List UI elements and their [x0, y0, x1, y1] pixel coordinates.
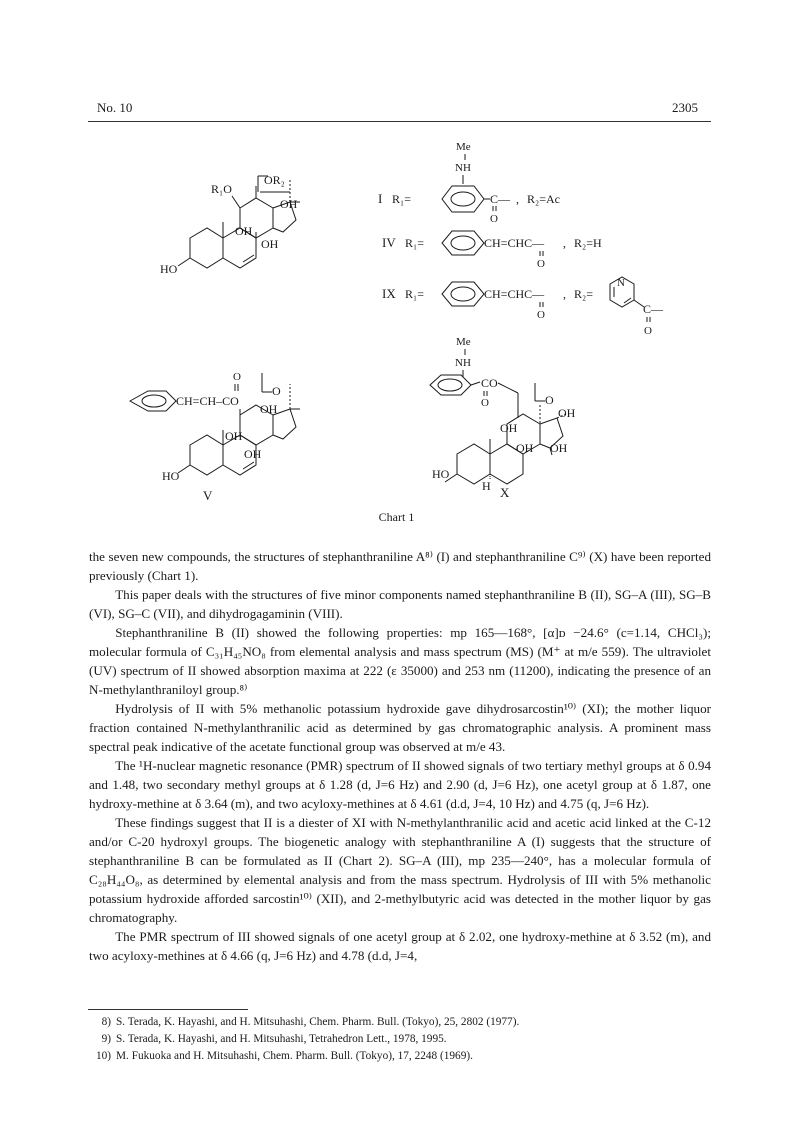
paragraph: Stephanthraniline B (II) showed the following properties: mp 165—168°, [α]ᴅ −24.6° (c=1.14, CHCl₃); molecular formula of C₃₁H₄₅NO₈ from elemental analysis and mass spectrum (MS) (M⁺ at m/e 559). The ultraviolet (UV) spectrum of II showed absorption maxima at 222 (ε 35000) and 253 nm (11200), indicating the presence of an N-methylanthraniloyl group.⁸⁾: [89, 625, 711, 697]
paragraph: This paper deals with the structures of five minor components named stephanthraniline B (II), SG–A (III), SG–B (VI), SG–C (VII), and dihydrogagaminin (VIII).: [89, 587, 711, 621]
footnote: [89, 1048, 711, 1065]
compound-label-x: X: [500, 485, 510, 500]
o-label: O: [545, 393, 554, 407]
page-number: 2305: [672, 100, 698, 115]
journal-number: No. 10: [97, 100, 133, 115]
footnote: [89, 1014, 711, 1031]
r2-ac-label: R₂=Ac: [527, 192, 560, 206]
footnote-number: 10): [95, 1050, 111, 1062]
ho-label: HO: [160, 262, 178, 276]
benzene-ring-iv: [442, 231, 484, 255]
r2-eq-label: R₂=: [574, 287, 593, 301]
oh-label: OH: [280, 197, 298, 211]
steroid-core-v: [178, 373, 300, 475]
or2-label: OR₂: [264, 173, 285, 187]
chart-caption: Chart 1: [378, 510, 415, 524]
oh-label: OH: [516, 441, 534, 455]
r1-eq-label: R₁=: [392, 192, 411, 206]
o-label: O: [537, 309, 545, 321]
benzene-ring-x: [430, 375, 471, 395]
steroid-core-top: [178, 176, 300, 268]
compound-label-i: I: [378, 191, 383, 206]
benzene-ring-ix: [442, 282, 484, 306]
me-label: Me: [456, 141, 471, 153]
r1-eq-label: R₁=: [405, 236, 424, 250]
footnote: [89, 1031, 711, 1048]
ch-eq-chc-label: CH=CHC—: [484, 287, 545, 301]
ch-eq-ch-co-label: CH=CH–CO: [176, 394, 239, 408]
footnote-number: 8): [101, 1016, 111, 1028]
r2-h-label: R₂=H: [574, 236, 602, 250]
o-label: O: [644, 325, 652, 337]
paragraph: These findings suggest that II is a diester of XI with N-methylanthranilic acid and acetic acid linked at the C-12 and/or C-20 hydroxyl groups. The biogenetic analogy with stephanthraniline A (I) suggests that the structure of stephanthraniline B can be formulated as II (Chart 2). SG–A (III), mp 235—240°, has a molecular formula of C₂₈H₄₄O₈, as determined by elemental analysis and from the mass spectrum. Hydrolysis of III with 5% methanolic potassium hydroxide afforded sarcostin¹⁰⁾ (XII), and 2-methylbutyric acid was detected in the mother liquor by gas chromatography.: [89, 815, 711, 925]
footnote-text: S. Terada, K. Hayashi, and H. Mitsuhashi, Tetrahedron Lett., 1978, 1995.: [116, 1033, 447, 1045]
paragraph: The ¹H-nuclear magnetic resonance (PMR) spectrum of II showed signals of two tertiary methyl groups at δ 0.94 and 1.48, two secondary methyl groups at δ 1.28 (d, J=6 Hz) and 2.90 (d, J=6 Hz), one acetyl group at δ 1.87, one hydroxy-methine at δ 3.64 (m), and two acyloxy-methines at δ 4.61 (d.d, J=4, 10 Hz) and 4.75 (q, J=6 Hz).: [89, 758, 711, 811]
oh-label: OH: [550, 441, 568, 455]
oh-label: OH: [261, 237, 279, 251]
c-dash-label: C—: [643, 302, 664, 316]
footnotes: [89, 1014, 711, 1065]
oh-label: OH: [225, 429, 243, 443]
n-label: N: [617, 277, 625, 289]
ho-label: HO: [162, 469, 180, 483]
co-label: CO: [481, 376, 498, 390]
compound-label-iv: IV: [382, 235, 396, 250]
nh-label: NH: [455, 162, 471, 174]
c-dash-label: C—: [490, 192, 511, 206]
o-label: O: [490, 213, 498, 225]
r1-eq-label: R₁=: [405, 287, 424, 301]
h-label: H: [482, 479, 491, 493]
comma-label: ,: [516, 192, 519, 206]
o-label: O: [537, 258, 545, 270]
footnote-text: S. Terada, K. Hayashi, and H. Mitsuhashi, Chem. Pharm. Bull. (Tokyo), 25, 2802 (1977).: [116, 1016, 520, 1028]
comma-label: ,: [563, 287, 566, 301]
nh-label: NH: [455, 357, 471, 369]
o-label: O: [233, 371, 241, 383]
oh-label: OH: [235, 224, 253, 238]
footnote-rule: [88, 1009, 248, 1010]
paragraph: the seven new compounds, the structures of stephanthraniline A⁸⁾ (I) and stephanthraniline C⁹⁾ (X) have been reported previously (Chart 1).: [89, 549, 711, 583]
ch-eq-chc-label: CH=CHC—: [484, 236, 545, 250]
comma-label: ,: [563, 236, 566, 250]
paragraph: Hydrolysis of II with 5% methanolic potassium hydroxide gave dihydrosarcostin¹⁰⁾ (XI); the mother liquor fraction contained N-methylanthranilic acid as determined by gas chromatographic analysis. A prominent mass spectral peak indicative of the acetate functional group was observed at m/e 43.: [89, 701, 711, 754]
oh-label: OH: [244, 447, 262, 461]
compound-label-v: V: [203, 488, 213, 503]
benzene-ring-v: [130, 391, 176, 411]
me-label: Me: [456, 336, 471, 348]
benzene-ring-i: [442, 186, 484, 212]
footnote-number: 9): [101, 1033, 111, 1045]
oh-label: OH: [558, 406, 576, 420]
o-label: O: [272, 384, 281, 398]
oh-label: OH: [260, 402, 278, 416]
compound-label-ix: IX: [382, 286, 396, 301]
body-text: [89, 547, 711, 965]
r1o-label: R₁O: [211, 182, 232, 196]
paragraph: The PMR spectrum of III showed signals of one acetyl group at δ 2.02, one hydroxy-methine at δ 3.52 (m), and two acyloxy-methines at δ 4.66 (q, J=6 Hz) and 4.78 (d.d, J=4,: [89, 929, 711, 963]
ho-label: HO: [432, 467, 450, 481]
o-label: O: [481, 397, 489, 409]
chart-1-structures: [0, 0, 793, 510]
oh-label: OH: [500, 421, 518, 435]
footnote-text: M. Fukuoka and H. Mitsuhashi, Chem. Pharm. Bull. (Tokyo), 17, 2248 (1969).: [116, 1050, 473, 1062]
